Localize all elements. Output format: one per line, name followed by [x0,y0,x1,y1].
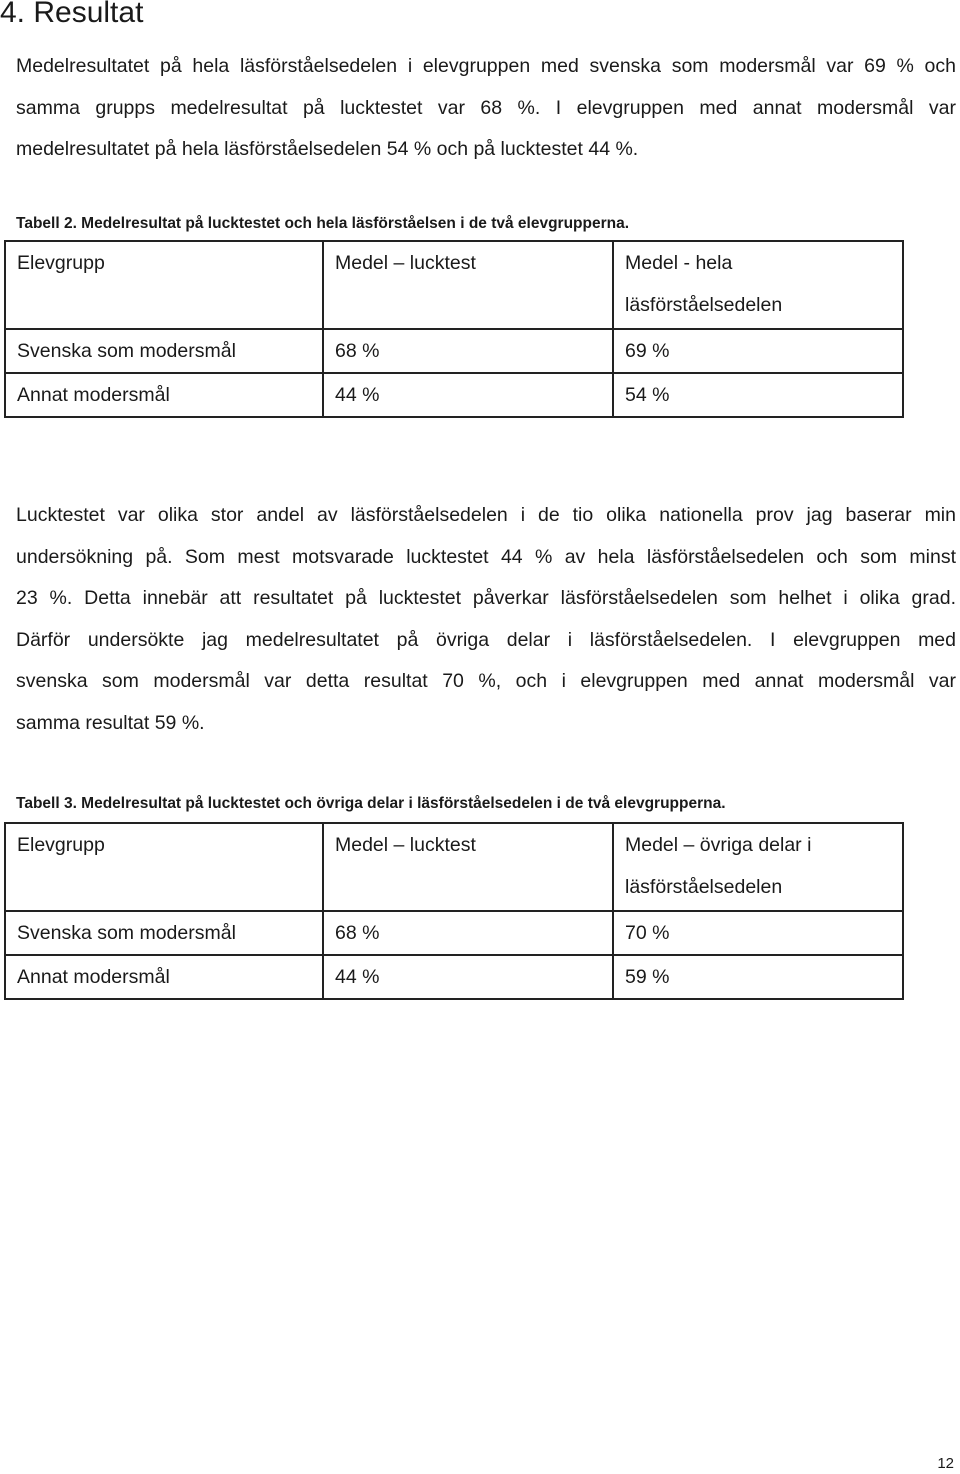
table2 [4,240,904,418]
body-line: Lucktestet var olika stor andel av läsförståelsedelen i de tio olika nationella prov jag baserar min [16,504,956,526]
body-paragraph [16,495,956,745]
header-text-line: Medel – övriga delar i [625,834,812,856]
intro-line: samma grupps medelresultat på lucktestet var 68 %. I elevgruppen med annat modersmål var [16,96,956,119]
body-line: samma resultat 59 %. [16,711,205,734]
section-heading: 4. Resultat [0,0,144,29]
table-header-row [5,241,903,329]
cell-value: 44 % [323,955,613,999]
body-line: 23 %. Detta innebär att resultatet på lucktestet påverkar läsförståelsedelen som helhet i olika grad. [16,587,956,610]
body-line: undersökning på. Som mest motsvarade lucktestet 44 % av hela läsförståelsedelen och som minst [16,545,956,568]
header-cell-elevgrupp: Elevgrupp [5,823,323,911]
cell-group: Svenska som modersmål [5,329,323,373]
cell-value: 70 % [613,911,903,955]
table-row [5,373,903,417]
body-line: svenska som modersmål var detta resultat 70 %, och i elevgruppen med annat modersmål var [16,670,956,693]
table-row [5,329,903,373]
cell-group: Svenska som modersmål [5,911,323,955]
header-cell-lucktest: Medel – lucktest [323,823,613,911]
header-cell-ovriga [613,823,903,911]
body-line: Därför undersökte jag medelresultatet på övriga delar i läsförståelsedelen. I elevgruppen med [16,628,956,651]
cell-value: 68 % [323,329,613,373]
cell-value: 59 % [613,955,903,999]
table3 [4,822,904,1000]
cell-value: 44 % [323,373,613,417]
header-cell-hela [613,241,903,329]
header-cell-lucktest: Medel – lucktest [323,241,613,329]
intro-line: medelresultatet på hela läsförståelsedelen 54 % och på lucktestet 44 %. [16,138,639,161]
cell-value: 69 % [613,329,903,373]
table2-caption: Tabell 2. Medelresultat på lucktestet och hela läsförståelsen i de två elevgrupperna. [16,215,630,232]
cell-group: Annat modersmål [5,955,323,999]
table-row [5,955,903,999]
page-number: 12 [937,1455,954,1472]
table-row [5,911,903,955]
cell-value: 68 % [323,911,613,955]
intro-paragraph [16,46,956,171]
header-cell-elevgrupp: Elevgrupp [5,241,323,329]
table3-caption: Tabell 3. Medelresultat på lucktestet och övriga delar i läsförståelsedelen i de två elevgrupperna. [16,795,726,812]
header-text-line: läsförståelsedelen [625,876,783,898]
header-text-line: Medel - hela [625,252,733,274]
table-header-row [5,823,903,911]
intro-line: Medelresultatet på hela läsförståelsedelen i elevgruppen med svenska som modersmål var 69 % och [16,55,956,77]
cell-group: Annat modersmål [5,373,323,417]
header-text-line: läsförståelsedelen [625,294,783,316]
cell-value: 54 % [613,373,903,417]
